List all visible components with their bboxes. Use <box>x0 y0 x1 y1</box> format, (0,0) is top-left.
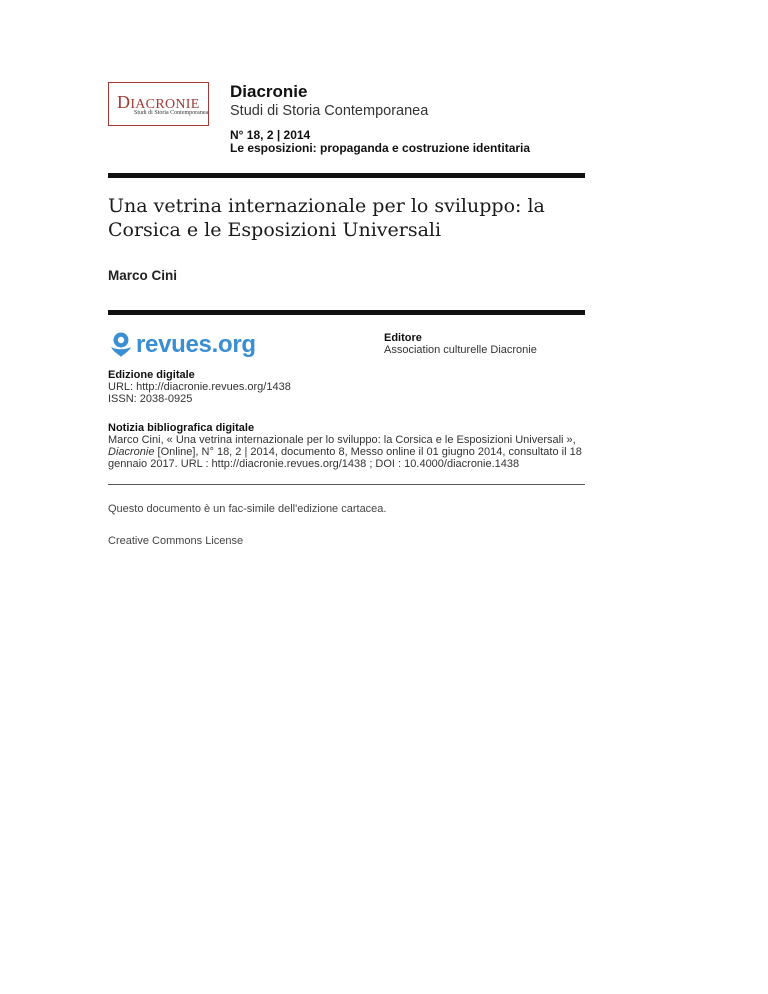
citation-journal-italic: Diacronie <box>108 446 155 458</box>
divider-bottom <box>108 484 585 485</box>
digital-edition-label: Edizione digitale <box>108 369 195 381</box>
article-title: Una vetrina internazionale per lo sviluppo: la Corsica e le Esposizioni Universali <box>108 195 545 241</box>
logo-subtitle: Studi di Storia Contemporanea <box>134 110 209 116</box>
issue-number: N° 18, 2 | 2014 <box>230 128 311 142</box>
citation-line-2 <box>108 446 582 458</box>
editor-label: Editore <box>384 332 422 344</box>
license-link[interactable]: Creative Commons License <box>108 535 244 547</box>
citation-line-2-rest: [Online], N° 18, 2 | 2014, documento 8, Messo online il 01 giugno 2014, consultato il 18 <box>154 446 582 458</box>
editor-name: Association culturelle Diacronie <box>384 344 537 356</box>
revues-leaf-icon <box>108 331 132 359</box>
revues-logo[interactable] <box>108 330 256 360</box>
citation-label: Notizia bibliografica digitale <box>108 422 255 434</box>
revues-logo-text: revues.org <box>136 331 256 358</box>
logo-initial: D <box>117 92 131 112</box>
journal-title: Diacronie <box>230 82 308 101</box>
divider-middle <box>108 310 585 315</box>
journal-logo <box>108 82 209 126</box>
citation-line-1: Marco Cini, « Una vetrina internazionale per lo sviluppo: la Corsica e le Esposizioni Universali », <box>108 434 576 446</box>
journal-subtitle: Studi di Storia Contemporanea <box>230 103 429 119</box>
digital-edition-url[interactable]: URL: http://diacronie.revues.org/1438 <box>108 381 291 393</box>
citation-line-3: gennaio 2017. URL : http://diacronie.revues.org/1438 ; DOI : 10.4000/diacronie.1438 <box>108 458 520 470</box>
logo-word: IACRONIE <box>130 97 200 112</box>
divider-top <box>108 173 585 178</box>
digital-edition-issn: ISSN: 2038-0925 <box>108 393 193 405</box>
issue-theme: Le esposizioni: propaganda e costruzione identitaria <box>230 141 531 155</box>
facsimile-note: Questo documento è un fac-simile dell'edizione cartacea. <box>108 503 387 515</box>
article-author: Marco Cini <box>108 268 178 283</box>
